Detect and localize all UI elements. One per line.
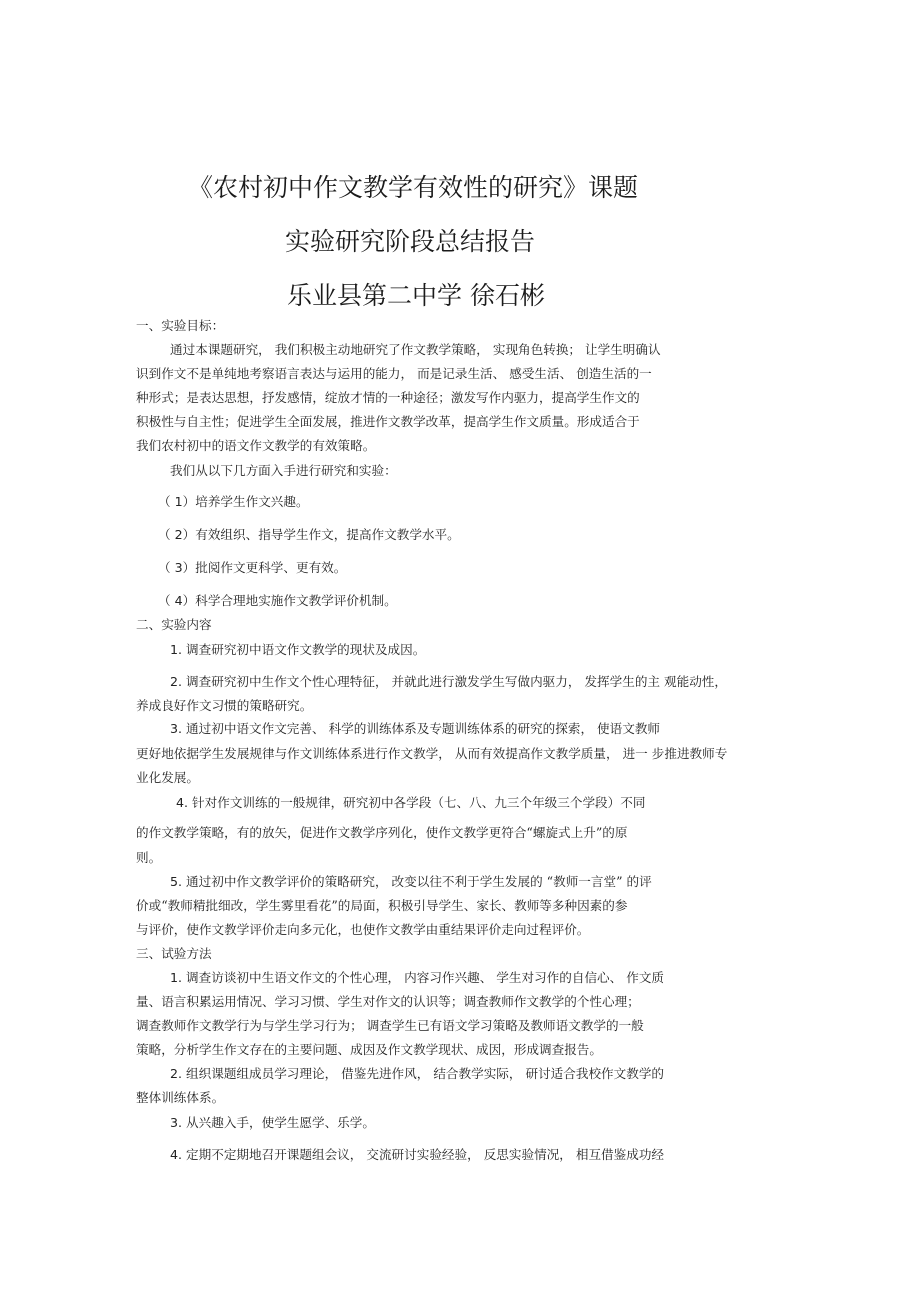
list-item-number: 5.	[170, 874, 183, 889]
list-item-number: 3.	[170, 1115, 183, 1130]
list-item-number: 1.	[170, 970, 183, 985]
section-heading: 一、实验目标：	[136, 318, 225, 333]
list-item-text: 批阅作文更科学、更有效。	[195, 560, 347, 575]
paragraph-line: 养成良好作文习惯的策略研究。	[136, 698, 313, 713]
list-item-text: 从兴趣入手，使学生愿学、乐学。	[186, 1115, 375, 1130]
list-item	[170, 970, 664, 986]
list-item-number: 4.	[176, 795, 189, 810]
list-item-number: （ 1）	[158, 494, 196, 509]
list-item-number: 2.	[170, 674, 183, 689]
list-item-text: 调查研究初中语文作文教学的现状及成因。	[186, 642, 426, 657]
paragraph-line: 价或“教师精批细改，学生雾里看花”的局面，积极引导学生、家长、教师等多种因素的参	[136, 898, 628, 913]
paragraph-line: 我们从以下几方面入手进行研究和实验：	[170, 463, 397, 478]
list-item	[158, 593, 397, 609]
list-item-text: 培养学生作文兴趣。	[195, 494, 309, 509]
list-item-text: 调查研究初中生作文个性心理特征， 并就此进行激发学生写做内驱力， 发挥学生的主 观能动性，	[186, 674, 727, 689]
section-heading: 三、试验方法	[136, 946, 212, 961]
list-item	[158, 527, 460, 543]
list-item	[170, 674, 727, 690]
list-item-text: 定期不定期地召开课题组会议， 交流研讨实验经验， 反思实验情况， 相互借鉴成功经	[186, 1147, 665, 1162]
list-item-number: 2.	[170, 1066, 183, 1081]
section-heading: 二、实验内容	[136, 617, 212, 632]
list-item-number: （ 2）	[158, 527, 196, 542]
paragraph-line: 策略，分析学生作文存在的主要问题、成因及作文教学现状、成因，形成调查报告。	[136, 1042, 602, 1057]
paragraph-line: 整体训练体系。	[136, 1090, 225, 1105]
list-item	[170, 1066, 664, 1082]
list-item	[176, 795, 645, 811]
paragraph-line: 则。	[136, 850, 162, 865]
list-item-text: 组织课题组成员学习理论， 借鉴先进作风， 结合教学实际， 研讨适合我校作文教学的	[186, 1066, 665, 1081]
paragraph-line: 积极性与自主性；促进学生全面发展，推进作文教学改革，提高学生作文质量。形成适合于	[136, 414, 640, 429]
paragraph-line: 调查教师作文教学行为与学生学习行为； 调查学生已有语文学习策略及教师语文教学的一般	[136, 1018, 644, 1033]
list-item-text: 科学合理地实施作文教学评价机制。	[195, 593, 397, 608]
list-item-number: （ 4）	[158, 593, 196, 608]
list-item-number: 3.	[170, 721, 183, 736]
paragraph-line: 通过本课题研究， 我们积极主动地研究了作文教学策略， 实现角色转换； 让学生明确认	[170, 342, 661, 357]
document-title: 《农村初中作文教学有效性的研究》课题	[188, 173, 639, 202]
paragraph-line: 种形式；是表达思想，抒发感情，绽放才情的一种途径；激发写作内驱力，提高学生作文的	[136, 390, 640, 405]
list-item-text: 通过初中作文教学评价的策略研究， 改变以往不利于学生发展的 “教师一言堂” 的评	[186, 874, 652, 889]
list-item	[170, 1115, 375, 1131]
paragraph-line: 与评价，使作文教学评价走向多元化，也使作文教学由重结果评价走向过程评价。	[136, 922, 590, 937]
document-subtitle: 实验研究阶段总结报告	[285, 227, 536, 256]
list-item	[170, 642, 425, 658]
list-item	[158, 560, 346, 576]
list-item-number: 1.	[170, 642, 183, 657]
paragraph-line: 的作文教学策略，有的放矢，促进作文教学序列化，使作文教学更符合“螺旋式上升”的原	[136, 825, 628, 840]
paragraph-line: 更好地依据学生发展规律与作文训练体系进行作文教学， 从而有效提高作文教学质量， 进一 步推进教师专	[136, 746, 728, 761]
document-author: 乐业县第二中学 徐石彬	[287, 281, 545, 310]
list-item-number: （ 3）	[158, 560, 196, 575]
list-item-text: 有效组织、指导学生作文，提高作文教学水平。	[195, 527, 460, 542]
list-item-text: 通过初中语文作文完善、 科学的训练体系及专题训练体系的研究的探索， 使语文教师	[186, 721, 661, 736]
list-item	[170, 721, 660, 737]
list-item	[170, 874, 652, 890]
paragraph-line: 我们农村初中的语文作文教学的有效策略。	[136, 438, 376, 453]
list-item	[158, 494, 309, 510]
list-item-number: 4.	[170, 1147, 183, 1162]
list-item	[170, 1147, 664, 1163]
list-item-text: 调查访谈初中生语文作文的个性心理， 内容习作兴趣、 学生对习作的自信心、 作文质	[186, 970, 665, 985]
paragraph-line: 识到作文不是单纯地考察语言表达与运用的能力， 而是记录生活、 感受生活、 创造生活的一	[136, 366, 652, 381]
list-item-text: 针对作文训练的一般规律，研究初中各学段（七、八、九三个年级三个学段）不同	[192, 795, 646, 810]
paragraph-line: 业化发展。	[136, 770, 199, 785]
paragraph-line: 量、语言积累运用情况、学习习惯、学生对作文的认识等；调查教师作文教学的个性心理；	[136, 994, 640, 1009]
